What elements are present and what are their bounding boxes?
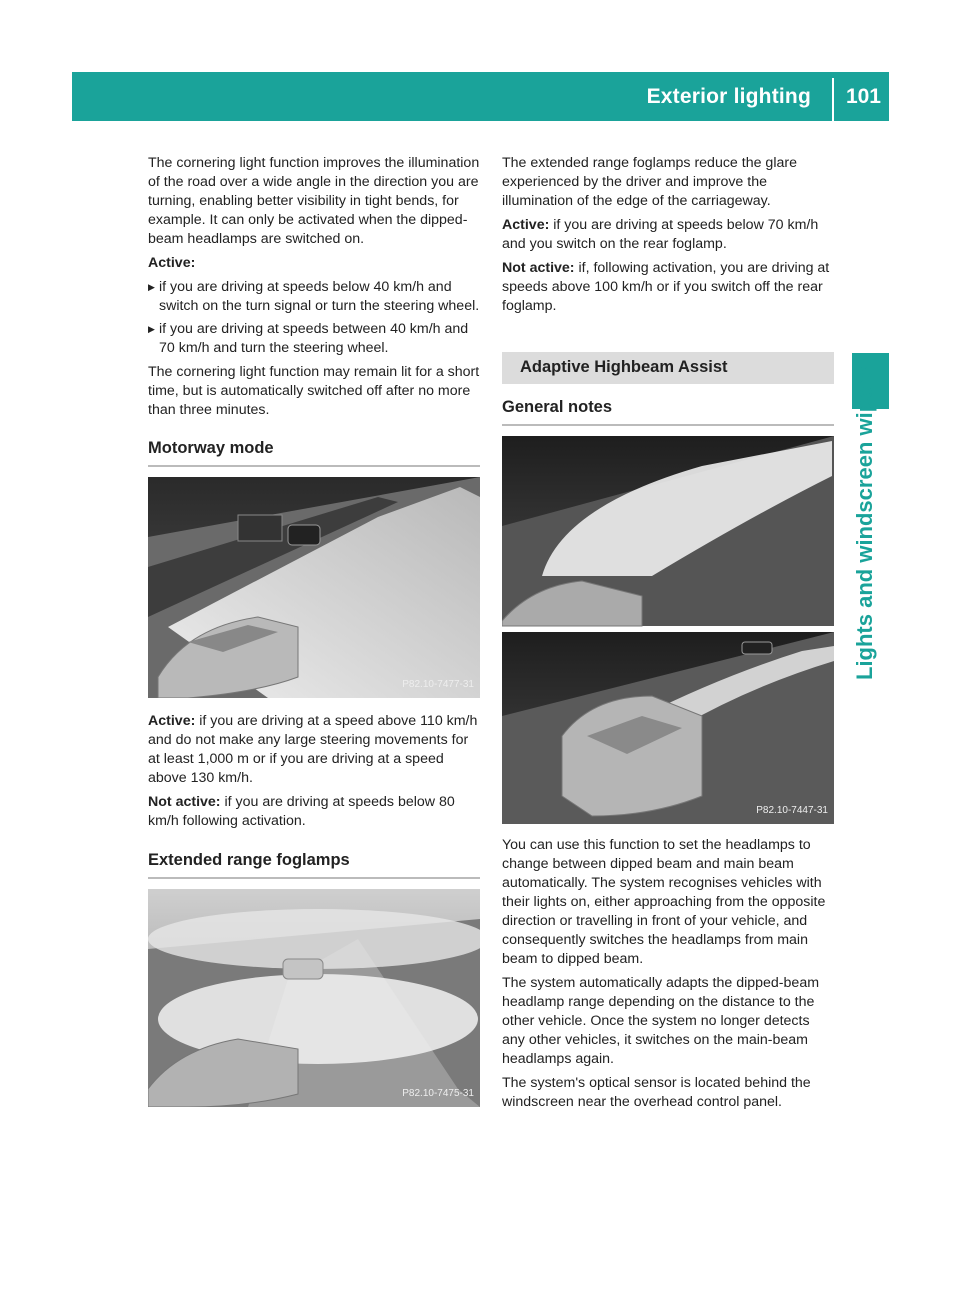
foglamps-not-active (502, 259, 834, 316)
active-text: if you are driving at speeds below 70 km/h and you switch on the rear foglamp. (502, 217, 819, 252)
motorway-not-active (148, 793, 480, 831)
image-reference-code: P82.10-7475-31 (402, 1088, 474, 1099)
foglamps-intro: The extended range foglamps reduce the glare experienced by the driver and improve the illumination of the edge of the carriageway. (502, 155, 797, 209)
foglamps-active (502, 216, 834, 254)
adaptive-highbeam-illustration (502, 436, 834, 824)
list-item: ▶ if you are driving at speeds below 40 km/h and switch on the turn signal or turn the steering wheel. (148, 278, 480, 316)
ahba-paragraph-2: The system automatically adapts the dipped-beam headlamp range depending on the distance to the other vehicle. Once the system no longer detects any other vehicles, it switches on the main-beam headlamps again. (502, 975, 820, 1067)
active-label: Active: (502, 217, 550, 233)
left-column (148, 154, 480, 1107)
page-number: 101 (845, 85, 881, 108)
adaptive-highbeam-assist-section-band: Adaptive Highbeam Assist (502, 352, 834, 384)
list-item: ▶ if you are driving at speeds between 40 km/h and 70 km/h and turn the steering wheel. (148, 320, 480, 358)
page-header (72, 72, 889, 121)
ahba-paragraph-3: The system's optical sensor is located behind the windscreen near the overhead control panel. (502, 1075, 811, 1110)
general-notes-heading: General notes (502, 398, 834, 426)
not-active-label: Not active: (148, 794, 221, 810)
image-reference-code: P82.10-7477-31 (402, 679, 474, 690)
header-divider (832, 78, 834, 121)
motorway-active (148, 712, 480, 788)
ahba-paragraph-1: You can use this function to set the headlamps to change between dipped beam and main beam automatically. The system recognises vehicles with their lights on, either approaching from the opposite direction or travelling in front of your vehicle, and consequently switches the headlamps from main beam to dipped beam. (502, 837, 826, 967)
not-active-text: if, following activation, you are driving at speeds above 100 km/h or if you switch off the rear foglamp. (502, 260, 830, 314)
active-label: Active: (148, 255, 196, 271)
cornering-remain-note: The cornering light function may remain lit for a short time, but is automatically switched off after no more than three minutes. (148, 364, 480, 418)
motorway-mode-illustration (148, 477, 480, 698)
active-conditions-list (148, 278, 480, 358)
extended-foglamps-illustration (148, 889, 480, 1107)
chapter-label: Lights and windscreen wipers (852, 365, 877, 680)
motorway-mode-heading: Motorway mode (148, 439, 480, 467)
section-title: Exterior lighting (646, 85, 811, 108)
not-active-text: if you are driving at speeds below 80 km/h following activation. (148, 794, 455, 829)
image-reference-code: P82.10-7447-31 (756, 805, 828, 816)
not-active-label: Not active: (502, 260, 575, 276)
extended-range-foglamps-heading: Extended range foglamps (148, 851, 480, 879)
cornering-intro: The cornering light function improves the illumination of the road over a wide angle in the direction you are turning, enabling better visibility in tight bends, for example. It can only be activated when the dipped-beam headlamps are switched on. (148, 155, 480, 247)
active-label: Active: (148, 713, 196, 729)
right-column (502, 154, 834, 1117)
active-text: if you are driving at a speed above 110 km/h and do not make any large steering movements for at least 1,000 m or if you are driving at a speed above 130 km/h. (148, 713, 478, 786)
